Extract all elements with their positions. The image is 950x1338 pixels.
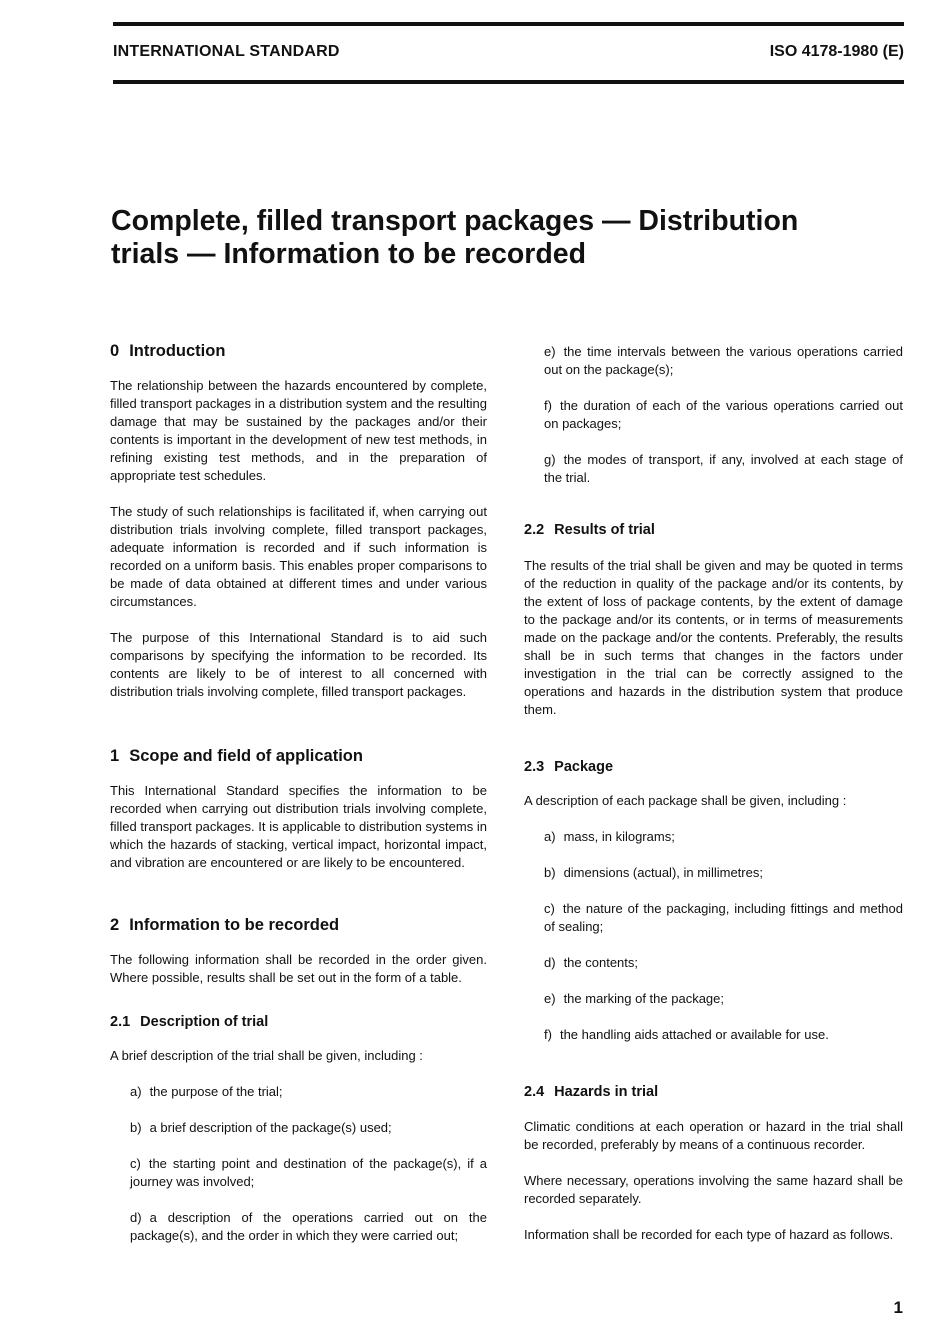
list-item-text: the starting point and destination of the package(s), if a journey was involved; — [130, 1156, 487, 1189]
list-item — [524, 397, 903, 433]
section-title: Introduction — [129, 342, 226, 360]
list-item — [524, 451, 903, 487]
list-item-label: c) — [130, 1156, 141, 1171]
list-item-label: g) — [544, 452, 556, 467]
information-paragraph: The following information shall be recorded in the order given. Where possible, results shall be set out in the form of a table. — [110, 952, 487, 985]
section-number: 2.1 — [110, 1014, 131, 1030]
list-item-label: d) — [544, 955, 556, 970]
page-title — [111, 205, 891, 271]
trial-intro: A brief description of the trial shall be given, including : — [110, 1048, 423, 1063]
list-item — [524, 828, 903, 846]
list-item-label: e) — [544, 344, 556, 359]
list-item-label: b) — [130, 1120, 142, 1135]
list-item-text: the modes of transport, if any, involved at each stage of the trial. — [544, 452, 903, 485]
hazards-paragraph-2: Where necessary, operations involving the same hazard shall be recorded separately. — [524, 1173, 903, 1206]
list-item-text: dimensions (actual), in millimetres; — [563, 865, 763, 880]
section-title: Description of trial — [140, 1014, 269, 1030]
list-item-label: a) — [130, 1084, 142, 1099]
document-type: INTERNATIONAL STANDARD — [113, 43, 340, 60]
list-item-text: the handling aids attached or available for use. — [559, 1027, 829, 1042]
list-item-label: a) — [544, 829, 556, 844]
document-reference: ISO 4178-1980 (E) — [769, 43, 904, 60]
section-title: Package — [554, 759, 614, 775]
list-item-text: a description of the operations carried out on the package(s), and the order in which they were carried out; — [130, 1210, 487, 1243]
section-number: 2.3 — [524, 759, 545, 775]
list-item-label: f) — [544, 1027, 552, 1042]
section-title: Information to be recorded — [129, 916, 340, 934]
scope-paragraph: This International Standard specifies the information to be recorded when carrying out distribution trials involving complete, filled transport packages. It is applicable to distribution systems in which the hazards of stacking, vertical impact, horizontal impact, and vibration are encountered or are likely to be encountered. — [110, 783, 487, 870]
list-item-label: c) — [544, 901, 555, 916]
section-number: 1 — [110, 747, 120, 765]
list-item — [110, 1119, 487, 1137]
list-item — [524, 864, 903, 882]
header-rule-bottom — [113, 80, 904, 84]
list-item-label: b) — [544, 865, 556, 880]
header-rule-top — [113, 22, 904, 26]
section-number: 0 — [110, 342, 120, 360]
list-item-label: d) — [130, 1210, 142, 1225]
page-number: 1 — [893, 1298, 903, 1317]
list-item-text: mass, in kilograms; — [563, 829, 675, 844]
section-number: 2.4 — [524, 1084, 545, 1100]
list-item-text: the contents; — [563, 955, 639, 970]
section-0-heading — [110, 340, 487, 362]
list-item — [524, 954, 903, 972]
section-2-4-heading — [524, 1082, 903, 1102]
intro-paragraph-2: The study of such relationships is facilitated if, when carrying out distribution trials involving complete, filled transport packages, adequate information is recorded and if such information is recorded on a uniform basis. This enables proper comparisons to be made of data obtained at different times and under various circumstances. — [110, 504, 487, 609]
section-2-heading — [110, 914, 487, 936]
section-2-3-heading — [524, 757, 903, 777]
section-number: 2.2 — [524, 522, 545, 538]
section-2-2-heading — [524, 520, 903, 540]
list-item-text: the duration of each of the various operations carried out on packages; — [544, 398, 903, 431]
results-paragraph: The results of the trial shall be given and may be quoted in terms of the reduction in quality of the package and/or its contents, by the extent of loss of package contents, by the extent of damage to the package and/or its contents, or in terms of measurements made on the package and/or the contents. Preferably, the results shall be in such terms that changes in the factors under investigation in the trial can be correctly assigned to the operations and hazards in the distribution system that produce them. — [524, 558, 903, 717]
hazards-paragraph-3: Information shall be recorded for each type of hazard as follows. — [524, 1227, 894, 1242]
list-item-text: the marking of the package; — [563, 991, 724, 1006]
intro-paragraph-1: The relationship between the hazards encountered by complete, filled transport packages in a distribution system and the resulting damage that may be sustained by the packages and/or their contents is important in the development of new test methods, in refining existing test methods, and in the preparation of appropriate test schedules. — [110, 378, 487, 483]
list-item-text: the time intervals between the various operations carried out on the package(s); — [544, 344, 903, 377]
section-1-heading — [110, 745, 487, 767]
intro-paragraph-3: The purpose of this International Standard is to aid such comparisons by specifying the information to be recorded. Its contents are likely to be of interest to all concerned with distribution trials involving complete, filled transport packages. — [110, 630, 487, 699]
section-2-1-heading — [110, 1012, 487, 1032]
list-item-label: f) — [544, 398, 552, 413]
list-item — [524, 990, 903, 1008]
title-line-1: Complete, filled transport packages — Distribution — [111, 205, 799, 237]
list-item-text: the nature of the packaging, including fittings and method of sealing; — [544, 901, 903, 934]
list-item — [524, 900, 903, 936]
hazards-paragraph-1: Climatic conditions at each operation or hazard in the trial shall be recorded, preferably by means of a continuous recorder. — [524, 1119, 903, 1152]
section-title: Results of trial — [554, 522, 655, 538]
list-item-text: a brief description of the package(s) used; — [149, 1120, 392, 1135]
list-item-label: e) — [544, 991, 556, 1006]
title-line-2: trials — Information to be recorded — [111, 238, 587, 270]
package-intro: A description of each package shall be given, including : — [524, 793, 847, 808]
list-item — [110, 1083, 487, 1101]
section-title: Scope and field of application — [129, 747, 363, 765]
list-item — [110, 1155, 487, 1191]
section-number: 2 — [110, 916, 120, 934]
left-column — [110, 338, 487, 1245]
list-item — [524, 1026, 903, 1044]
list-item — [524, 343, 903, 379]
right-column — [524, 338, 903, 1244]
section-title: Hazards in trial — [554, 1084, 659, 1100]
list-item-text: the purpose of the trial; — [149, 1084, 283, 1099]
list-item — [110, 1209, 487, 1245]
